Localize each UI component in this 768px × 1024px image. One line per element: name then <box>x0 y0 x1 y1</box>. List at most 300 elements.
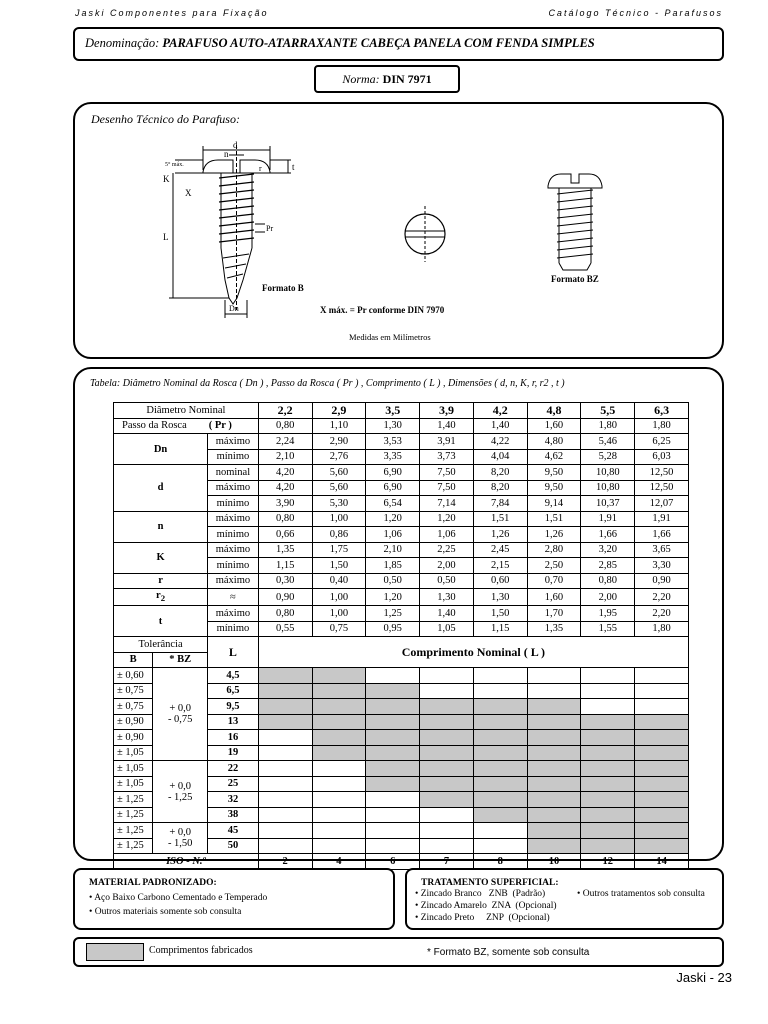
empty-cell <box>366 838 420 854</box>
sub-label: máximo <box>208 573 259 589</box>
table-cell: 3,73 <box>420 449 474 465</box>
sub-label: mínimo <box>208 496 259 512</box>
table-row <box>114 761 689 777</box>
label-pr: Pr <box>266 224 274 233</box>
empty-cell <box>635 699 689 715</box>
length-value: 6,5 <box>208 683 259 699</box>
empty-cell <box>258 823 312 839</box>
table-cell: 1,85 <box>366 558 420 574</box>
iso-label: ISO - N.º <box>114 854 259 870</box>
page-number: Jaski - 23 <box>676 970 732 985</box>
table-cell: 10,37 <box>581 496 635 512</box>
empty-cell <box>473 823 527 839</box>
diameter-header: 3,9 <box>420 403 474 419</box>
table-cell: 1,30 <box>473 589 527 606</box>
table-cell: 0,50 <box>366 573 420 589</box>
table-cell: 1,80 <box>635 418 689 434</box>
table-cell: 8,20 <box>473 480 527 496</box>
fabricated-cell <box>635 730 689 746</box>
comprimento-label: Comprimento Nominal ( L ) <box>258 637 688 668</box>
length-value: 45 <box>208 823 259 839</box>
fabricated-cell <box>581 807 635 823</box>
table-cell: 4,62 <box>527 449 581 465</box>
formato-bz-label: Formato BZ <box>551 274 599 284</box>
b-label: B <box>114 652 153 668</box>
norma-box <box>314 65 460 93</box>
diameter-header: 2,9 <box>312 403 366 419</box>
fabricated-cell <box>635 792 689 808</box>
table-cell: 1,70 <box>527 606 581 622</box>
table-cell: 9,50 <box>527 480 581 496</box>
diam-label: Diâmetro Nominal <box>114 403 259 419</box>
fabricated-cell <box>635 776 689 792</box>
denominacao-value: PARAFUSO AUTO-ATARRAXANTE CABEÇA PANELA COM FENDA SIMPLES <box>162 36 595 50</box>
tratamento-item: • Zincado Preto ZNP (Opcional) <box>415 913 550 923</box>
table-cell: 1,75 <box>312 542 366 558</box>
fabricated-cell <box>258 668 312 684</box>
table-cell: 7,50 <box>420 480 474 496</box>
fabricated-cell <box>258 714 312 730</box>
tol-b: ± 0,90 <box>114 714 153 730</box>
table-row <box>114 573 689 589</box>
table-cell: 1,80 <box>581 418 635 434</box>
table-cell: 0,80 <box>258 606 312 622</box>
table-cell: 5,46 <box>581 434 635 450</box>
iso-number: 2 <box>258 854 312 870</box>
table-cell: 2,20 <box>635 589 689 606</box>
table-cell: 0,86 <box>312 527 366 543</box>
legend-box <box>73 937 724 967</box>
norma-label: Norma: <box>342 72 380 86</box>
table-cell: 2,50 <box>527 558 581 574</box>
fabricated-cell <box>581 730 635 746</box>
sub-label: ≈ <box>208 589 259 606</box>
table-cell: 1,50 <box>312 558 366 574</box>
table-cell: 7,14 <box>420 496 474 512</box>
fabricated-cell <box>366 714 420 730</box>
formato-b-label: Formato B <box>262 283 304 293</box>
fabricated-cell <box>527 761 581 777</box>
empty-cell <box>258 776 312 792</box>
tol-b: ± 1,05 <box>114 745 153 761</box>
fabricated-cell <box>527 776 581 792</box>
empty-cell <box>366 823 420 839</box>
fabricated-cell <box>527 745 581 761</box>
diameter-header: 6,3 <box>635 403 689 419</box>
fabricated-cell <box>420 714 474 730</box>
empty-cell <box>473 683 527 699</box>
fabricated-cell <box>420 761 474 777</box>
fabricated-cell <box>312 683 366 699</box>
diameter-header: 4,8 <box>527 403 581 419</box>
length-value: 22 <box>208 761 259 777</box>
table-cell: 2,00 <box>581 589 635 606</box>
fabricated-cell <box>366 745 420 761</box>
table-cell: 0,80 <box>581 573 635 589</box>
fabricated-cell <box>635 838 689 854</box>
fabricated-cell <box>581 792 635 808</box>
empty-cell <box>527 668 581 684</box>
table-cell: 1,40 <box>420 606 474 622</box>
length-value: 50 <box>208 838 259 854</box>
empty-cell <box>312 807 366 823</box>
empty-cell <box>258 838 312 854</box>
label-l: L <box>163 232 169 242</box>
dimensions-table <box>113 402 689 870</box>
tol-bz: + 0,0 - 1,50 <box>153 823 208 854</box>
table-cell: 1,26 <box>473 527 527 543</box>
screw-head-top-view <box>403 206 447 262</box>
fabricated-cell <box>527 807 581 823</box>
table-row <box>114 589 689 606</box>
empty-cell <box>258 745 312 761</box>
legend-swatch <box>86 943 144 961</box>
fabricated-cell <box>312 730 366 746</box>
table-cell: 1,06 <box>420 527 474 543</box>
length-value: 19 <box>208 745 259 761</box>
fabricated-cell <box>473 730 527 746</box>
fabricated-cell <box>473 807 527 823</box>
tol-b: ± 0,75 <box>114 699 153 715</box>
table-cell: 1,35 <box>527 621 581 637</box>
table-cell: 2,80 <box>527 542 581 558</box>
table-cell: 1,20 <box>366 511 420 527</box>
table-row <box>114 637 689 653</box>
table-cell: 0,90 <box>258 589 312 606</box>
table-cell: 1,66 <box>581 527 635 543</box>
tol-b: ± 0,75 <box>114 683 153 699</box>
table-cell: 1,20 <box>366 589 420 606</box>
table-row <box>114 854 689 870</box>
tratamento-item: • Zincado Branco ZNB (Padrão) <box>415 889 546 899</box>
table-cell: 4,20 <box>258 480 312 496</box>
screw-side-drawing <box>163 140 313 320</box>
fabricated-cell <box>635 807 689 823</box>
table-row <box>114 823 689 839</box>
table-cell: 1,95 <box>581 606 635 622</box>
tratamento-title: TRATAMENTO SUPERFICIAL: <box>421 878 559 888</box>
empty-cell <box>312 761 366 777</box>
table-cell: 2,20 <box>635 606 689 622</box>
material-box <box>73 868 395 930</box>
fabricated-cell <box>581 745 635 761</box>
table-cell: 9,50 <box>527 465 581 481</box>
fabricated-cell <box>258 683 312 699</box>
fabricated-cell <box>366 699 420 715</box>
table-row <box>114 606 689 622</box>
group-label: K <box>114 542 208 573</box>
tratamento-extra: • Outros tratamentos sob consulta <box>577 889 705 899</box>
label-dn: Dn <box>229 304 239 313</box>
fabricated-cell <box>473 714 527 730</box>
legend-bz-note: * Formato BZ, somente sob consulta <box>427 947 590 958</box>
tratamento-box <box>405 868 724 930</box>
table-cell: 2,25 <box>420 542 474 558</box>
fabricated-cell <box>581 714 635 730</box>
table-cell: 1,00 <box>312 589 366 606</box>
fabricated-cell <box>366 761 420 777</box>
table-cell: 0,60 <box>473 573 527 589</box>
table-cell: 2,45 <box>473 542 527 558</box>
label-n: n <box>224 149 229 159</box>
empty-cell <box>581 699 635 715</box>
table-cell: 1,00 <box>312 511 366 527</box>
table-cell: 3,90 <box>258 496 312 512</box>
length-value: 16 <box>208 730 259 746</box>
empty-cell <box>258 807 312 823</box>
table-cell: 12,50 <box>635 465 689 481</box>
diameter-header: 2,2 <box>258 403 312 419</box>
sub-label: máximo <box>208 480 259 496</box>
table-cell: 0,66 <box>258 527 312 543</box>
iso-number: 7 <box>420 854 474 870</box>
table-cell: 2,76 <box>312 449 366 465</box>
empty-cell <box>473 668 527 684</box>
table-cell: 1,40 <box>420 418 474 434</box>
table-cell: 3,35 <box>366 449 420 465</box>
table-cell: 0,50 <box>420 573 474 589</box>
diameter-header: 3,5 <box>366 403 420 419</box>
empty-cell <box>366 792 420 808</box>
header-right: Catálogo Técnico - Parafusos <box>548 8 723 18</box>
empty-cell <box>635 668 689 684</box>
table-cell: 1,05 <box>420 621 474 637</box>
table-cell: 2,15 <box>473 558 527 574</box>
fabricated-cell <box>366 776 420 792</box>
table-cell: 0,40 <box>312 573 366 589</box>
table-cell: 1,15 <box>258 558 312 574</box>
length-value: 32 <box>208 792 259 808</box>
table-row <box>114 668 689 684</box>
table-cell: 1,06 <box>366 527 420 543</box>
group-label: n <box>114 511 208 542</box>
length-value: 38 <box>208 807 259 823</box>
material-title: MATERIAL PADRONIZADO: <box>89 878 217 888</box>
tolerancia-label: Tolerância <box>114 637 208 653</box>
empty-cell <box>312 776 366 792</box>
table-row <box>114 542 689 558</box>
empty-cell <box>420 668 474 684</box>
table-cell: 12,07 <box>635 496 689 512</box>
table-row <box>114 418 689 434</box>
passo-label: Passo da Rosca ( Pr ) <box>114 418 259 434</box>
fabricated-cell <box>366 683 420 699</box>
table-caption: Tabela: Diâmetro Nominal da Rosca ( Dn ) , Passo da Rosca ( Pr ) , Comprimento ( L ) , Dimensões ( d, n, K, r, r2 , t ) <box>90 378 565 389</box>
table-cell: 9,14 <box>527 496 581 512</box>
tol-bz: + 0,0 - 1,25 <box>153 761 208 823</box>
sub-label: máximo <box>208 511 259 527</box>
fabricated-cell <box>420 699 474 715</box>
tol-b: ± 1,25 <box>114 823 153 839</box>
table-cell: 1,80 <box>635 621 689 637</box>
empty-cell <box>527 683 581 699</box>
fabricated-cell <box>366 730 420 746</box>
table-cell: 2,00 <box>420 558 474 574</box>
sub-label: mínimo <box>208 621 259 637</box>
label-k: K <box>163 174 170 184</box>
table-cell: 6,03 <box>635 449 689 465</box>
group-label: d <box>114 465 208 512</box>
label-t: t <box>292 162 295 172</box>
desenho-box <box>73 102 724 359</box>
empty-cell <box>312 823 366 839</box>
table-cell: 10,80 <box>581 465 635 481</box>
table-cell: 2,24 <box>258 434 312 450</box>
denominacao-box <box>73 27 724 61</box>
table-cell: 1,26 <box>527 527 581 543</box>
medidas-note: Medidas em Milímetros <box>349 332 431 342</box>
diameter-header: 5,5 <box>581 403 635 419</box>
tol-b: ± 1,05 <box>114 761 153 777</box>
fabricated-cell <box>420 776 474 792</box>
table-cell: 1,91 <box>635 511 689 527</box>
table-cell: 12,50 <box>635 480 689 496</box>
label-r: r <box>259 164 262 173</box>
table-cell: 5,28 <box>581 449 635 465</box>
table-cell: 1,10 <box>312 418 366 434</box>
table-cell: 1,30 <box>366 418 420 434</box>
empty-cell <box>581 683 635 699</box>
fabricated-cell <box>527 823 581 839</box>
sub-label: mínimo <box>208 527 259 543</box>
table-cell: 1,60 <box>527 418 581 434</box>
label-d: d <box>233 140 238 150</box>
empty-cell <box>635 683 689 699</box>
empty-cell <box>258 730 312 746</box>
table-cell: 5,30 <box>312 496 366 512</box>
bz-label: * BZ <box>153 652 208 668</box>
table-cell: 1,40 <box>473 418 527 434</box>
empty-cell <box>581 668 635 684</box>
table-cell: 0,95 <box>366 621 420 637</box>
xmax-note: X máx. = Pr conforme DIN 7970 <box>320 305 445 315</box>
length-value: 4,5 <box>208 668 259 684</box>
table-cell: 3,65 <box>635 542 689 558</box>
fabricated-cell <box>473 776 527 792</box>
fabricated-cell <box>312 714 366 730</box>
table-cell: 6,90 <box>366 480 420 496</box>
table-cell: 10,80 <box>581 480 635 496</box>
table-cell: 4,80 <box>527 434 581 450</box>
empty-cell <box>258 761 312 777</box>
tol-bz: + 0,0 - 0,75 <box>153 668 208 761</box>
table-cell: 0,55 <box>258 621 312 637</box>
sub-label: mínimo <box>208 449 259 465</box>
table-row <box>114 465 689 481</box>
fabricated-cell <box>581 838 635 854</box>
table-cell: 3,20 <box>581 542 635 558</box>
l-label: L <box>208 637 259 668</box>
fabricated-cell <box>527 699 581 715</box>
table-cell: 5,60 <box>312 480 366 496</box>
fabricated-cell <box>581 761 635 777</box>
table-cell: 2,10 <box>366 542 420 558</box>
group-label: r <box>114 573 208 589</box>
tol-b: ± 1,25 <box>114 792 153 808</box>
norma-value: DIN 7971 <box>382 72 432 86</box>
fabricated-cell <box>581 776 635 792</box>
tol-b: ± 1,05 <box>114 776 153 792</box>
table-cell: 1,30 <box>420 589 474 606</box>
table-cell: 4,22 <box>473 434 527 450</box>
label-5-max: 5° máx. <box>165 162 184 168</box>
iso-number: 12 <box>581 854 635 870</box>
table-cell: 3,53 <box>366 434 420 450</box>
fabricated-cell <box>420 745 474 761</box>
table-cell: 0,80 <box>258 511 312 527</box>
table-cell: 6,25 <box>635 434 689 450</box>
fabricated-cell <box>473 761 527 777</box>
table-cell: 5,60 <box>312 465 366 481</box>
legend-fabricados: Comprimentos fabricados <box>149 945 253 956</box>
table-row <box>114 511 689 527</box>
table-cell: 1,60 <box>527 589 581 606</box>
fabricated-cell <box>581 823 635 839</box>
table-cell: 2,10 <box>258 449 312 465</box>
fabricated-cell <box>635 714 689 730</box>
diameter-header: 4,2 <box>473 403 527 419</box>
sub-label: máximo <box>208 434 259 450</box>
fabricated-cell <box>473 699 527 715</box>
table-cell: 6,90 <box>366 465 420 481</box>
table-cell: 1,00 <box>312 606 366 622</box>
desenho-title: Desenho Técnico do Parafuso: <box>91 112 240 126</box>
empty-cell <box>420 807 474 823</box>
empty-cell <box>366 668 420 684</box>
group-label: t <box>114 606 208 637</box>
table-cell: 1,66 <box>635 527 689 543</box>
empty-cell <box>473 838 527 854</box>
table-cell: 1,91 <box>581 511 635 527</box>
table-cell: 0,70 <box>527 573 581 589</box>
sub-label: nominal <box>208 465 259 481</box>
fabricated-cell <box>473 792 527 808</box>
empty-cell <box>420 838 474 854</box>
table-row <box>114 434 689 450</box>
fabricated-cell <box>312 668 366 684</box>
tol-b: ± 1,25 <box>114 838 153 854</box>
empty-cell <box>366 807 420 823</box>
table-cell: 1,20 <box>420 511 474 527</box>
group-label: $r_2$ <box>114 589 208 606</box>
fabricated-cell <box>420 730 474 746</box>
table-cell: 2,90 <box>312 434 366 450</box>
tratamento-item: • Zincado Amarelo ZNA (Opcional) <box>415 901 557 911</box>
iso-number: 6 <box>366 854 420 870</box>
iso-number: 4 <box>312 854 366 870</box>
table-cell: 1,25 <box>366 606 420 622</box>
table-cell: 4,04 <box>473 449 527 465</box>
table-cell: 7,50 <box>420 465 474 481</box>
iso-number: 8 <box>473 854 527 870</box>
table-row <box>114 403 689 419</box>
table-cell: 1,51 <box>527 511 581 527</box>
fabricated-cell <box>312 745 366 761</box>
table-cell: 8,20 <box>473 465 527 481</box>
fabricated-cell <box>312 699 366 715</box>
fabricated-cell <box>527 714 581 730</box>
table-cell: 3,91 <box>420 434 474 450</box>
fabricated-cell <box>635 745 689 761</box>
table-cell: 1,35 <box>258 542 312 558</box>
length-value: 25 <box>208 776 259 792</box>
sub-label: mínimo <box>208 558 259 574</box>
table-cell: 3,30 <box>635 558 689 574</box>
label-x: X <box>185 188 192 198</box>
table-cell: 0,80 <box>258 418 312 434</box>
fabricated-cell <box>420 792 474 808</box>
table-cell: 7,84 <box>473 496 527 512</box>
